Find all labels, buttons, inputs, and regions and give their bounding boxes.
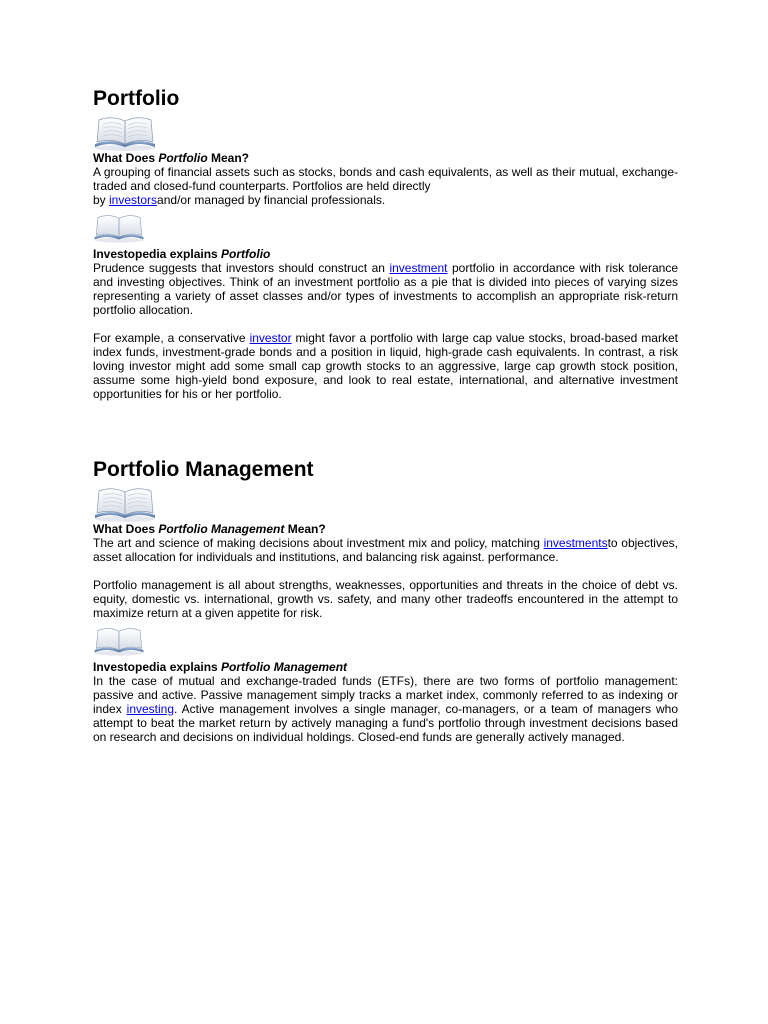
definition-text: A grouping of financial assets such as stocks, bonds and cash equivalents, as well as their mutual, exchange-traded and closed-fund counterparts. Portfolios are held directly bbox=[93, 165, 678, 193]
heading-suffix: Mean? bbox=[284, 522, 326, 536]
link-investing[interactable]: investing bbox=[126, 702, 175, 716]
heading-term: Portfolio bbox=[221, 247, 271, 261]
link-investment[interactable]: investment bbox=[389, 261, 448, 275]
heading-prefix: What Does bbox=[93, 522, 159, 536]
definition-text: The art and science of making decisions about investment mix and policy, matching bbox=[93, 536, 544, 550]
heading-term: Portfolio Management bbox=[221, 660, 348, 674]
definition-text: to objectives, asset allocation for individuals and institutions, and balancing risk against. performance. bbox=[93, 536, 678, 564]
explanation-text: In the case of mutual and exchange-traded funds (ETFs), there are two forms of portfolio management: passive and active. Passive management simply tracks a market index, commonly referred to as indexing or index bbox=[93, 674, 678, 716]
open-book-icon bbox=[93, 485, 157, 523]
heading-prefix: Investopedia explains bbox=[93, 247, 222, 261]
heading-suffix: Mean? bbox=[207, 151, 250, 165]
document-content bbox=[93, 85, 678, 744]
open-book-icon bbox=[93, 114, 157, 152]
explanation-text: For example, a conservative bbox=[93, 331, 250, 345]
definition-text: by bbox=[93, 193, 110, 207]
open-book-icon bbox=[93, 622, 145, 660]
link-investors[interactable]: investors bbox=[109, 193, 158, 207]
explanation-paragraph bbox=[93, 674, 678, 744]
what-does-mean-heading bbox=[93, 151, 678, 165]
explanation-text: might favor a portfolio with large cap value stocks, broad-based market index funds, investment-grade bonds and a position in liquid, high-grade cash equivalents. In contrast, a risk loving investor might add some small cap growth stocks to an aggressive, large cap growth stock position, assume some high-yield bond exposure, and look to real estate, international, and alternative investment opportunities for his or her portfolio. bbox=[93, 331, 678, 401]
definition-paragraph bbox=[93, 578, 678, 620]
explanation-text: portfolio in accordance with risk tolerance and investing objectives. Think of an investment portfolio as a pie that is divided into pieces of varying sizes representing a variety of asset classes and/or types of investments to accomplish an appropriate risk-return portfolio allocation. bbox=[93, 261, 678, 317]
heading-term: Portfolio bbox=[158, 151, 208, 165]
what-does-mean-heading bbox=[93, 522, 678, 536]
explanation-text: Prudence suggests that investors should construct an bbox=[93, 261, 390, 275]
open-book-icon bbox=[93, 209, 145, 247]
definition-text: and/or managed by financial professionals. bbox=[157, 193, 386, 207]
heading-prefix: What Does bbox=[93, 151, 159, 165]
explanation-paragraph bbox=[93, 261, 678, 317]
definition-paragraph bbox=[93, 536, 678, 564]
heading-term: Portfolio Management bbox=[158, 522, 285, 536]
link-investments[interactable]: investments bbox=[543, 536, 608, 550]
link-investor[interactable]: investor bbox=[249, 331, 292, 345]
section-title-portfolio-management: Portfolio Management bbox=[93, 458, 314, 481]
definition-paragraph bbox=[93, 165, 678, 207]
heading-prefix: Investopedia explains bbox=[93, 660, 222, 674]
explanation-paragraph bbox=[93, 331, 678, 401]
definition-text: Portfolio management is all about strengths, weaknesses, opportunities and threats in the choice of debt vs. equity, domestic vs. international, growth vs. safety, and many other tradeoffs encountered in the attempt to maximize return at a given appetite for risk. bbox=[93, 578, 678, 620]
explanation-text: . Active management involves a single manager, co-managers, or a team of managers who attempt to beat the market return by actively managing a fund's portfolio through investment decisions based on research and decisions on individual holdings. Closed-end funds are generally actively managed. bbox=[93, 702, 679, 744]
section-title-portfolio: Portfolio bbox=[93, 87, 180, 110]
investopedia-explains-heading bbox=[93, 247, 678, 261]
investopedia-explains-heading bbox=[93, 660, 678, 674]
